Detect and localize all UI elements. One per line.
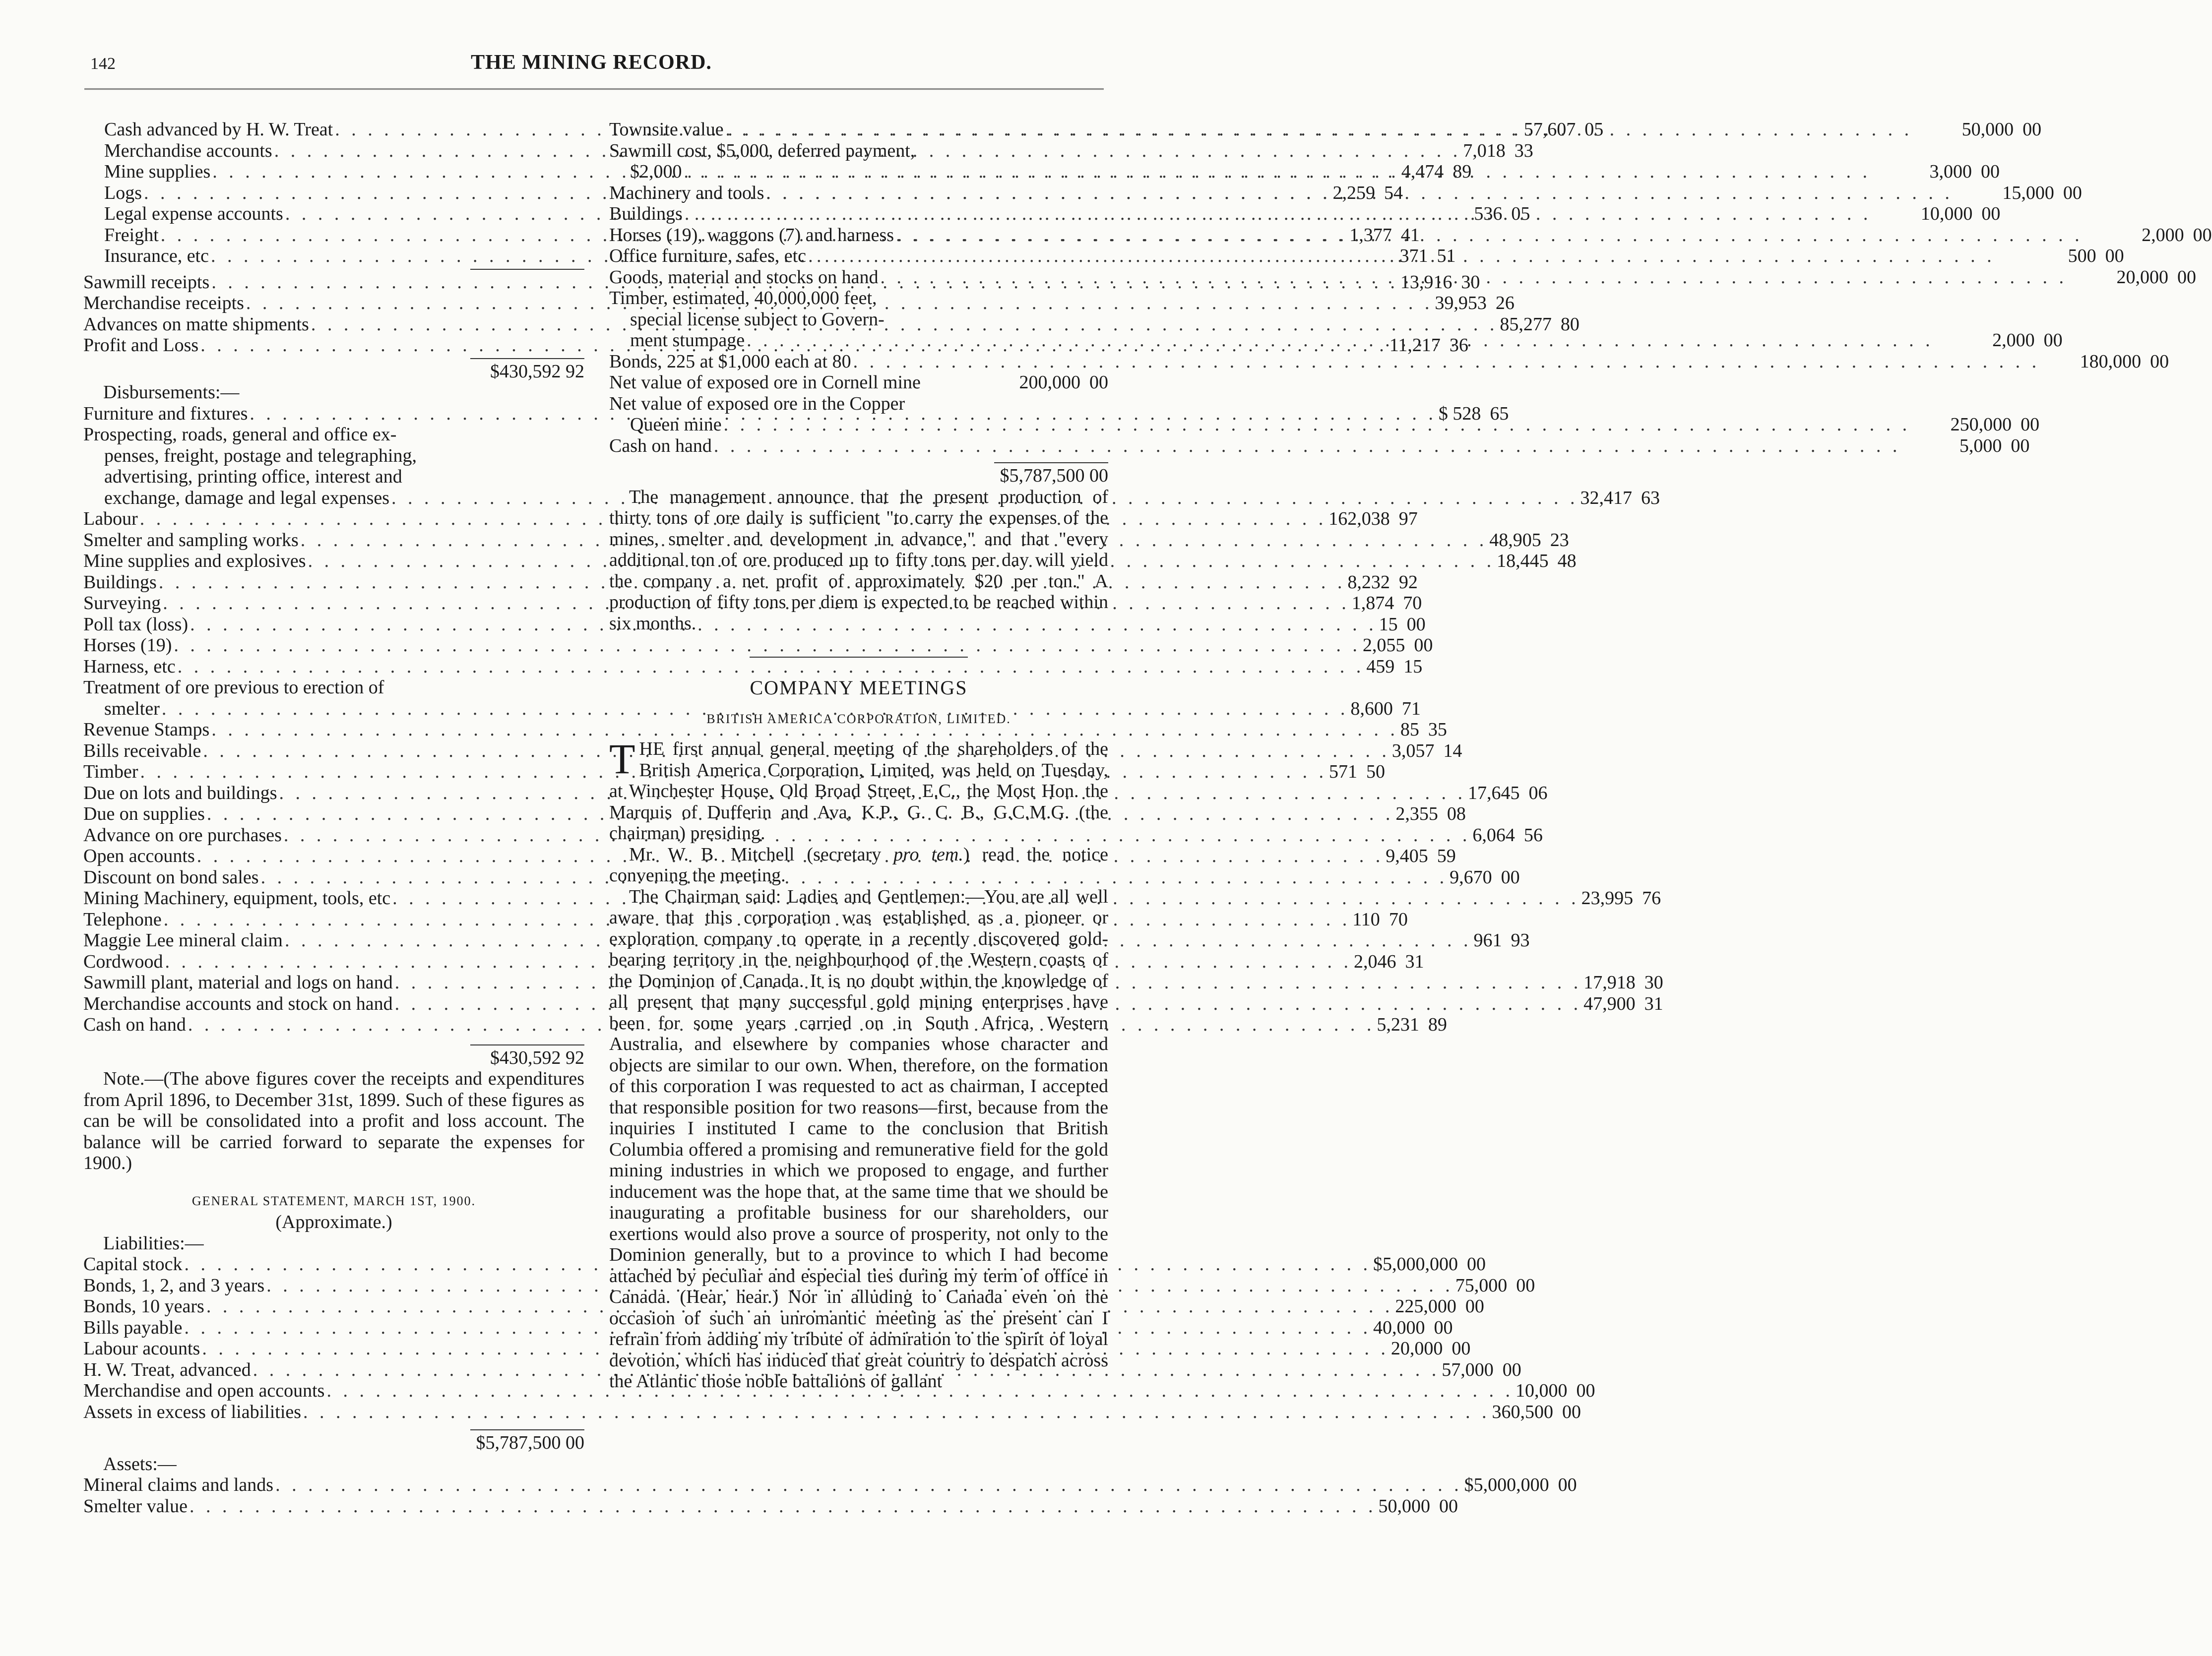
- ledger-amount: 961: [1473, 930, 1502, 951]
- ledger-row: [83, 1474, 1577, 1496]
- ledger-amount: 85,277: [1500, 313, 1552, 335]
- ledger-amount: 110: [1352, 909, 1380, 930]
- page-number: 142: [90, 55, 116, 73]
- ledger-cents: 00: [1516, 1275, 1535, 1296]
- disbursements-heading: Disbursements:—: [103, 382, 240, 403]
- ledger-label: Mine supplies: [104, 161, 211, 182]
- ledger-label: Furniture and fixtures: [83, 403, 248, 424]
- ledger-amount: 13,916: [1400, 271, 1453, 293]
- ledger-row: [83, 1359, 1521, 1381]
- treatment-line: Treatment of ore previous to erection of: [83, 677, 384, 698]
- ledger-label: Capital stock: [83, 1254, 183, 1275]
- ledger-amount: 2,000: [2142, 224, 2184, 245]
- ledger-row: [83, 1495, 1458, 1517]
- ledger-amount: $ 528: [1438, 403, 1481, 424]
- ledger-amount: 2,055: [1362, 635, 1405, 656]
- ledger-cents: 31: [1405, 951, 1424, 972]
- ledger-cents: 08: [1447, 803, 1466, 824]
- ledger-amount: 40,000: [1373, 1317, 1425, 1338]
- timber-line-2: special license subject to Govern-: [630, 308, 885, 330]
- leader-dots: [724, 119, 1915, 140]
- ledger-cents: 30: [1461, 271, 1480, 293]
- ledger-amount: 500: [2068, 245, 2096, 266]
- ledger-label: Revenue Stamps: [83, 719, 210, 740]
- ledger-cents: 36: [1449, 335, 1468, 356]
- ledger-amount: 47,900: [1583, 993, 1636, 1014]
- ledger-label: H. W. Treat, advanced: [83, 1359, 251, 1380]
- ledger-cents: 51: [1437, 245, 1456, 266]
- ledger-cents: 70: [1403, 593, 1422, 613]
- ledger-row: [83, 1317, 1453, 1339]
- ledger-label: Bills receivable: [83, 740, 201, 761]
- ledger-row: [83, 571, 1418, 593]
- ledger-label: Horses (19), waggons (7) and harness: [609, 224, 894, 245]
- ledger-label: Legal expense accounts: [104, 203, 283, 224]
- ledger-label: Cash on hand: [83, 1014, 186, 1035]
- leader-dots: [745, 330, 1936, 351]
- ledger-amount: 8,232: [1347, 571, 1390, 593]
- ledger-row: [83, 551, 1577, 572]
- ledger-cents: 65: [1490, 403, 1509, 424]
- ledger-label: Mining Machinery, equipment, tools, etc: [83, 888, 391, 909]
- ledger-amount: 10,000: [1515, 1380, 1568, 1401]
- ledger-cents: 56: [1523, 824, 1543, 846]
- ledger-label: Bonds, 1, 2, and 3 years: [83, 1275, 265, 1296]
- assets-heading: Assets:—: [103, 1453, 177, 1474]
- prospecting-line-3: advertising, printing office, interest and: [104, 466, 402, 487]
- ledger-cents: 41: [1400, 224, 1420, 245]
- ledger-amount: 85: [1400, 719, 1419, 740]
- ledger-label: Advance on ore purchases: [83, 824, 282, 846]
- ledger-cents: 00: [2063, 182, 2082, 203]
- ledger-amount: 5,000: [1959, 435, 2002, 456]
- ledger-cents: 33: [1514, 140, 1533, 161]
- ledger-amount: 18,445: [1497, 551, 1549, 571]
- ledger-cents: 30: [1644, 972, 1663, 993]
- ledger-cents: 00: [1434, 1317, 1453, 1338]
- ledger-label: Maggie Lee mineral claim: [83, 930, 283, 951]
- ledger-label: Due on lots and buildings: [83, 782, 277, 803]
- ledger-label: Buildings: [83, 571, 157, 593]
- ledger-label: ment stumpage: [630, 330, 745, 351]
- ledger-label: Sawmill plant, material and logs on hand: [83, 972, 393, 993]
- ledger-amount: 200,000: [1019, 372, 1080, 393]
- ledger-amount: 17,918: [1583, 972, 1636, 993]
- british-america-title: BRITISH AMERICA CORPORATION, LIMITED.: [706, 711, 1011, 726]
- ledger-amount: 17,645: [1468, 782, 1520, 803]
- prospecting-last-row: [83, 487, 1660, 509]
- ledger-label: Labour acounts: [83, 1338, 200, 1359]
- ledger-row: [83, 508, 1418, 530]
- ledger-label: Smelter value: [83, 1495, 188, 1517]
- ledger-amount: 180,000: [2080, 351, 2142, 372]
- ledger-amount: 9,670: [1450, 866, 1492, 888]
- ledger-label: Bonds, 225 at $1,000 each at 80: [609, 351, 851, 372]
- ledger-label: Labour: [83, 508, 138, 529]
- ledger-label: Harness, etc: [83, 656, 176, 677]
- ledger-amount: 6,064: [1472, 824, 1515, 846]
- ledger-row: [83, 593, 1422, 614]
- leader-dots: [682, 161, 1873, 183]
- secretary-text-a: Mr. W. B. Mitchell (secretary: [629, 844, 894, 865]
- ledger-amount: 57,000: [1442, 1359, 1494, 1380]
- ledger-row: [83, 1401, 1581, 1423]
- ledger-amount: 571: [1329, 761, 1358, 782]
- ledger-amount: 250,000: [1950, 414, 2012, 435]
- ledger-label: Merchandise accounts and stock on hand: [83, 993, 393, 1014]
- ledger-row: [83, 529, 1569, 551]
- timber-line-1: Timber, estimated, 40,000,000 feet,: [609, 288, 877, 308]
- ledger-label: Telephone: [83, 909, 162, 930]
- ledger-row: [83, 993, 1663, 1015]
- leader-dots: [764, 183, 1955, 204]
- header-rule: [84, 88, 1104, 92]
- ledger-amount: 75,000: [1455, 1275, 1508, 1296]
- ledger-row: [83, 951, 1424, 973]
- ledger-row: [83, 972, 1663, 993]
- ledger-row: [609, 351, 2169, 372]
- ledger-label: Cash on hand: [609, 435, 712, 456]
- ledger-row: [83, 909, 1408, 930]
- ledger-label: $2,000: [630, 161, 682, 182]
- ledger-cents: 59: [1437, 846, 1456, 866]
- ledger-amount: 2,046: [1353, 951, 1396, 972]
- ledger-label: Net value of exposed ore in Cornell mine: [609, 372, 921, 393]
- liabilities-list: [83, 1254, 1595, 1422]
- ledger-row: [83, 1338, 1471, 1359]
- ledger-label: Bonds, 10 years: [83, 1296, 204, 1317]
- ledger-cents: 80: [1560, 313, 1580, 335]
- ledger-cents: 48: [1557, 551, 1577, 571]
- ledger-amount: 5,231: [1377, 1014, 1419, 1035]
- ledger-amount: 20,000: [2116, 266, 2168, 288]
- cornell-row: [609, 372, 1108, 393]
- ledger-cents: 00: [2150, 351, 2169, 372]
- ledger-cents: 00: [1406, 613, 1426, 635]
- chairman-paragraph: The Chairman said: Ladies and Gentlemen:—You are all well aware that this corporation was established as a pioneer or exploration company to operate in a recently discovered gold-bearing territory in the neighbourhood of the Western coasts of the Dominion of Canada. It is no doubt within the knowledge of all present that many successful gold mining enterprises have been for some years carried on in South Africa, Western Australia, and elsewhere by companies whose character and objects are similar to our own. When, therefore, on the formation of this corporation I was requested to act as chairman, I accepted that responsible position for two reasons—first, because from the inquiries I instituted I came to the conclusion that British Columbia offered a promising and remunerative field for the gold mining industries in which we proposed to engage, and further inducement was the hope that, at the same time that we should be inaugurating a profitable business for our shareholders, our exertions would also prove a source of prosperity, not only to the Dominion generally, but to a province to which I had become attached by peculiar and especial ties during my term of office in Canada. (Hear, hear.) Nor in alluding to Canada even on the occasion of such an unromantic meeting as the present can I refrain from adding my tribute of admiration to the spirit of loyal devotion, which has induced that great country to despatch across the Atlantic those noble battalions of gallant: [609, 886, 1108, 1392]
- ledger-amount: 39,953: [1435, 293, 1487, 313]
- ledger-cents: 63: [1641, 487, 1660, 508]
- ledger-amount: 162,038: [1328, 508, 1390, 529]
- ledger-label: Insurance, etc: [104, 245, 209, 266]
- ledger-cents: 05: [1584, 119, 1604, 140]
- ledger-cents: 70: [1389, 909, 1408, 930]
- ledger-label: Assets in excess of liabilities: [83, 1401, 302, 1422]
- ledger-row: [83, 740, 1462, 762]
- ledger-row: [83, 719, 1447, 740]
- ledger-cents: 00: [1981, 161, 2000, 182]
- ledger-label: Freight: [104, 224, 159, 245]
- ledger-cents: 00: [1466, 1254, 1486, 1275]
- ledger-cents: 00: [2022, 119, 2042, 140]
- ledger-label: Cordwood: [83, 951, 163, 972]
- ledger-cents: 06: [1528, 782, 1548, 803]
- copper-line: Net value of exposed ore in the Copper: [609, 393, 905, 414]
- ledger-cents: 00: [1452, 1338, 1471, 1359]
- ledger-cents: 14: [1443, 740, 1462, 761]
- ledger-amount: 536: [1474, 203, 1503, 224]
- secretary-text-b: ) read the notice convening the meeting.: [609, 844, 1108, 886]
- ledger-cents: 05: [1511, 203, 1530, 224]
- sum-rule: [470, 1429, 584, 1430]
- ledger-cents: 00: [2177, 266, 2196, 288]
- ledger-label: Bills payable: [83, 1317, 183, 1338]
- ledger-cents: 26: [1495, 293, 1515, 313]
- ledger-row: [83, 866, 1520, 888]
- ledger-amount: 1,377: [1349, 224, 1392, 245]
- journal-title: THE MINING RECORD.: [471, 51, 712, 74]
- ledger-label: Mineral claims and lands: [83, 1474, 274, 1495]
- ledger-cents: 00: [1089, 372, 1108, 393]
- receipts-total: $430,592 92: [490, 361, 584, 382]
- ledger-label: Logs: [104, 182, 142, 203]
- ledger-cents: 92: [1398, 571, 1418, 593]
- ledger-amount: 371: [1399, 245, 1428, 266]
- leader-dots: [188, 1496, 1379, 1517]
- bonds-row: [609, 351, 2169, 372]
- ledger-cents: 00: [2011, 435, 2030, 456]
- ledger-row: [609, 414, 2040, 435]
- ledger-amount: 1,874: [1351, 593, 1394, 613]
- ledger-row: [83, 888, 1661, 909]
- ledger-cents: 00: [1414, 635, 1433, 656]
- ledger-cents: 35: [1428, 719, 1447, 740]
- ledger-amount: 32,417: [1580, 487, 1633, 508]
- leader-dots: [878, 267, 2069, 288]
- ledger-row: [83, 1296, 1484, 1317]
- ledger-label: Poll tax (loss): [83, 613, 189, 635]
- ledger-amount: 8,600: [1350, 698, 1393, 719]
- liabilities-heading: Liabilities:—: [103, 1232, 204, 1254]
- leader-dots: [722, 414, 1913, 435]
- ledger-amount: 7,018: [1463, 140, 1506, 161]
- sum-rule: [994, 462, 1108, 463]
- secretary-paragraph: [609, 844, 1108, 886]
- ledger-cents: 00: [1558, 1474, 1577, 1495]
- ledger-amount: $5,000,000: [1373, 1254, 1458, 1275]
- ledger-amount: 2,355: [1395, 803, 1438, 824]
- ledger-cents: 00: [1562, 1401, 1581, 1422]
- cash-row: [609, 435, 2030, 457]
- ledger-label: Open accounts: [83, 846, 195, 866]
- drop-cap: T: [609, 735, 635, 783]
- ledger-cents: 00: [1439, 1495, 1458, 1517]
- ledger-row: [83, 656, 1423, 677]
- ledger-label: Machinery and tools: [609, 182, 764, 203]
- ledger-amount: 20,000: [1390, 1338, 1443, 1359]
- leader-dots: [851, 351, 2042, 372]
- ledger-label: Discount on bond sales: [83, 866, 259, 888]
- assets-total: $5,787,500 00: [1000, 465, 1108, 486]
- ledger-cents: 54: [1384, 182, 1403, 203]
- ledger-label: Advances on matte shipments: [83, 313, 309, 335]
- company-meetings-title: COMPANY MEETINGS: [750, 676, 968, 699]
- ledger-row: [83, 761, 1386, 783]
- ledger-row: [609, 435, 2030, 457]
- management-paragraph: The management announce that the present production of thirty tons of ore daily is sufficient "to carry the expenses of the mines, smelter and development in advance," and that "every additional ton of ore produced up to fifty tons per day will yield the company a net profit of approximately $20 per ton." A production of fifty tons per diem is expected to be reached within six months.: [609, 486, 1108, 634]
- ledger-cents: 00: [2193, 224, 2212, 245]
- leader-dots: [712, 435, 1903, 457]
- ledger-cents: 00: [2021, 414, 2040, 435]
- ledger-amount: 459: [1366, 656, 1395, 677]
- ledger-label: Goods, material and stocks on hand: [609, 266, 879, 288]
- ledger-label: Sawmill receipts: [83, 271, 210, 293]
- prospecting-line-2: penses, freight, postage and telegraphing,: [104, 445, 417, 466]
- ledger-cents: 76: [1642, 888, 1661, 909]
- leader-dots: [273, 1474, 1464, 1496]
- ledger-label: Horses (19): [83, 635, 172, 656]
- leader-dots: [806, 245, 1997, 267]
- ledger-label: Townsite value: [609, 119, 724, 140]
- page-header: [0, 50, 1183, 79]
- ledger-row: [83, 782, 1548, 804]
- ledger-label: Merchandise and open accounts: [83, 1380, 325, 1401]
- ledger-label: Timber: [83, 761, 138, 782]
- first-paragraph: [609, 735, 1108, 844]
- liabilities-total: $5,787,500 00: [476, 1432, 584, 1453]
- ledger-cents: 31: [1644, 993, 1663, 1014]
- ledger-cents: 00: [1501, 866, 1520, 888]
- sum-rule: [470, 358, 584, 359]
- leader-dots: [301, 1402, 1492, 1423]
- assets-list-left: [83, 1474, 1577, 1517]
- ledger-amount: 9,405: [1386, 846, 1428, 866]
- ledger-row: [83, 824, 1543, 846]
- ledger-label: smelter: [104, 698, 160, 719]
- ledger-cents: 50: [1366, 761, 1386, 782]
- ledger-row: [83, 635, 1433, 656]
- ledger-label: Merchandise receipts: [83, 293, 244, 313]
- ledger-label: Cash advanced by H. W. Treat: [104, 119, 333, 140]
- copper-last-row: [609, 414, 2040, 435]
- ledger-amount: 10,000: [1920, 203, 1973, 224]
- section-divider: [750, 657, 968, 658]
- ledger-amount: 2,259: [1332, 182, 1375, 203]
- ledger-cents: 23: [1550, 529, 1569, 551]
- ledger-row: [83, 487, 1660, 509]
- ledger-amount: 50,000: [1378, 1495, 1430, 1517]
- note-paragraph: Note.—(The above figures cover the receipts and expenditures from April 1896, to December 31st, 1899. Such of these figures as can be will be consolidated into a profit and loss account. The balance will be carried forward to separate the expenses for 1900.): [83, 1068, 584, 1173]
- ledger-label: Mine supplies and explosives: [83, 551, 306, 571]
- ledger-amount: 3,000: [1929, 161, 1972, 182]
- ledger-row: [83, 803, 1466, 825]
- ledger-cents: 89: [1428, 1014, 1447, 1035]
- ledger-cents: 71: [1401, 698, 1421, 719]
- ledger-label: Smelter and sampling works: [83, 529, 299, 551]
- sum-rule: [470, 1044, 584, 1045]
- leader-dots: [683, 203, 1874, 225]
- prospecting-line-1: Prospecting, roads, general and office ex-: [83, 424, 397, 445]
- ledger-amount: 11,217: [1389, 335, 1441, 356]
- ledger-row: [83, 1014, 1447, 1036]
- ledger-label: Profit and Loss: [83, 335, 199, 356]
- ledger-amount: 360,500: [1492, 1401, 1554, 1422]
- ledger-cents: 89: [1453, 161, 1472, 182]
- ledger-label: Queen mine: [630, 414, 722, 435]
- ledger-row: [83, 1254, 1486, 1275]
- ledger-cents: 15: [1403, 656, 1423, 677]
- ledger-cents: 93: [1511, 930, 1530, 951]
- ledger-label: Buildings: [609, 203, 683, 224]
- ledger-row: [609, 372, 1108, 393]
- ledger-cents: 00: [1576, 1380, 1595, 1401]
- ledger-amount: 23,995: [1581, 888, 1634, 909]
- ledger-amount: 3,057: [1391, 740, 1435, 761]
- leader-dots: [894, 225, 2085, 246]
- ledger-amount: 2,000: [1992, 330, 2035, 351]
- ledger-amount: 4,474: [1401, 161, 1444, 182]
- ledger-amount: 15,000: [2002, 182, 2054, 203]
- general-statement-subtitle: (Approximate.): [275, 1212, 392, 1232]
- ledger-label: Merchandise accounts: [104, 140, 272, 161]
- ledger-cents: 97: [1398, 508, 1418, 529]
- ledger-amount: 50,000: [1961, 119, 2014, 140]
- ledger-cents: 00: [1465, 1296, 1484, 1317]
- ledger-amount: 15: [1379, 613, 1398, 635]
- ledger-cents: 00: [1502, 1359, 1521, 1380]
- ledger-row: [83, 613, 1426, 635]
- ledger-label: Due on supplies: [83, 803, 205, 824]
- ledger-row: [83, 1380, 1595, 1402]
- ledger-label: Office furniture, safes, etc: [609, 245, 807, 266]
- ledger-amount: 48,905: [1489, 529, 1541, 551]
- ledger-cents: 00: [2043, 330, 2063, 351]
- ledger-label: Surveying: [83, 593, 161, 613]
- ledger-cents: 00: [1981, 203, 2001, 224]
- disbursements-total: $430,592 92: [490, 1047, 584, 1068]
- ledger-label: exchange, damage and legal expenses: [104, 487, 390, 508]
- ledger-cents: 00: [2105, 245, 2124, 266]
- ledger-row: [83, 930, 1530, 951]
- first-paragraph-text: HE first annual general meeting of the shareholders of the British America Corporation, Limited, was held on Tuesday, at Winchester House, Old Broad Street, E.C., the Most Hon. the Marquis of Dufferin and Ava, K.P., G. C. B., G.C.M.G. (the chairman) presiding.: [609, 738, 1108, 844]
- sawmill-line: Sawmill cost, $5,000, deferred payment,: [609, 140, 915, 161]
- sum-rule: [470, 269, 584, 270]
- pro-tem-italic: pro tem.: [893, 844, 963, 865]
- ledger-amount: $5,000,000: [1464, 1474, 1549, 1495]
- ledger-amount: 225,000: [1395, 1296, 1456, 1317]
- ledger-row: [83, 1275, 1535, 1296]
- general-statement-title: GENERAL STATEMENT, MARCH 1ST, 1900.: [191, 1193, 476, 1208]
- ledger-amount: 57,607: [1523, 119, 1576, 140]
